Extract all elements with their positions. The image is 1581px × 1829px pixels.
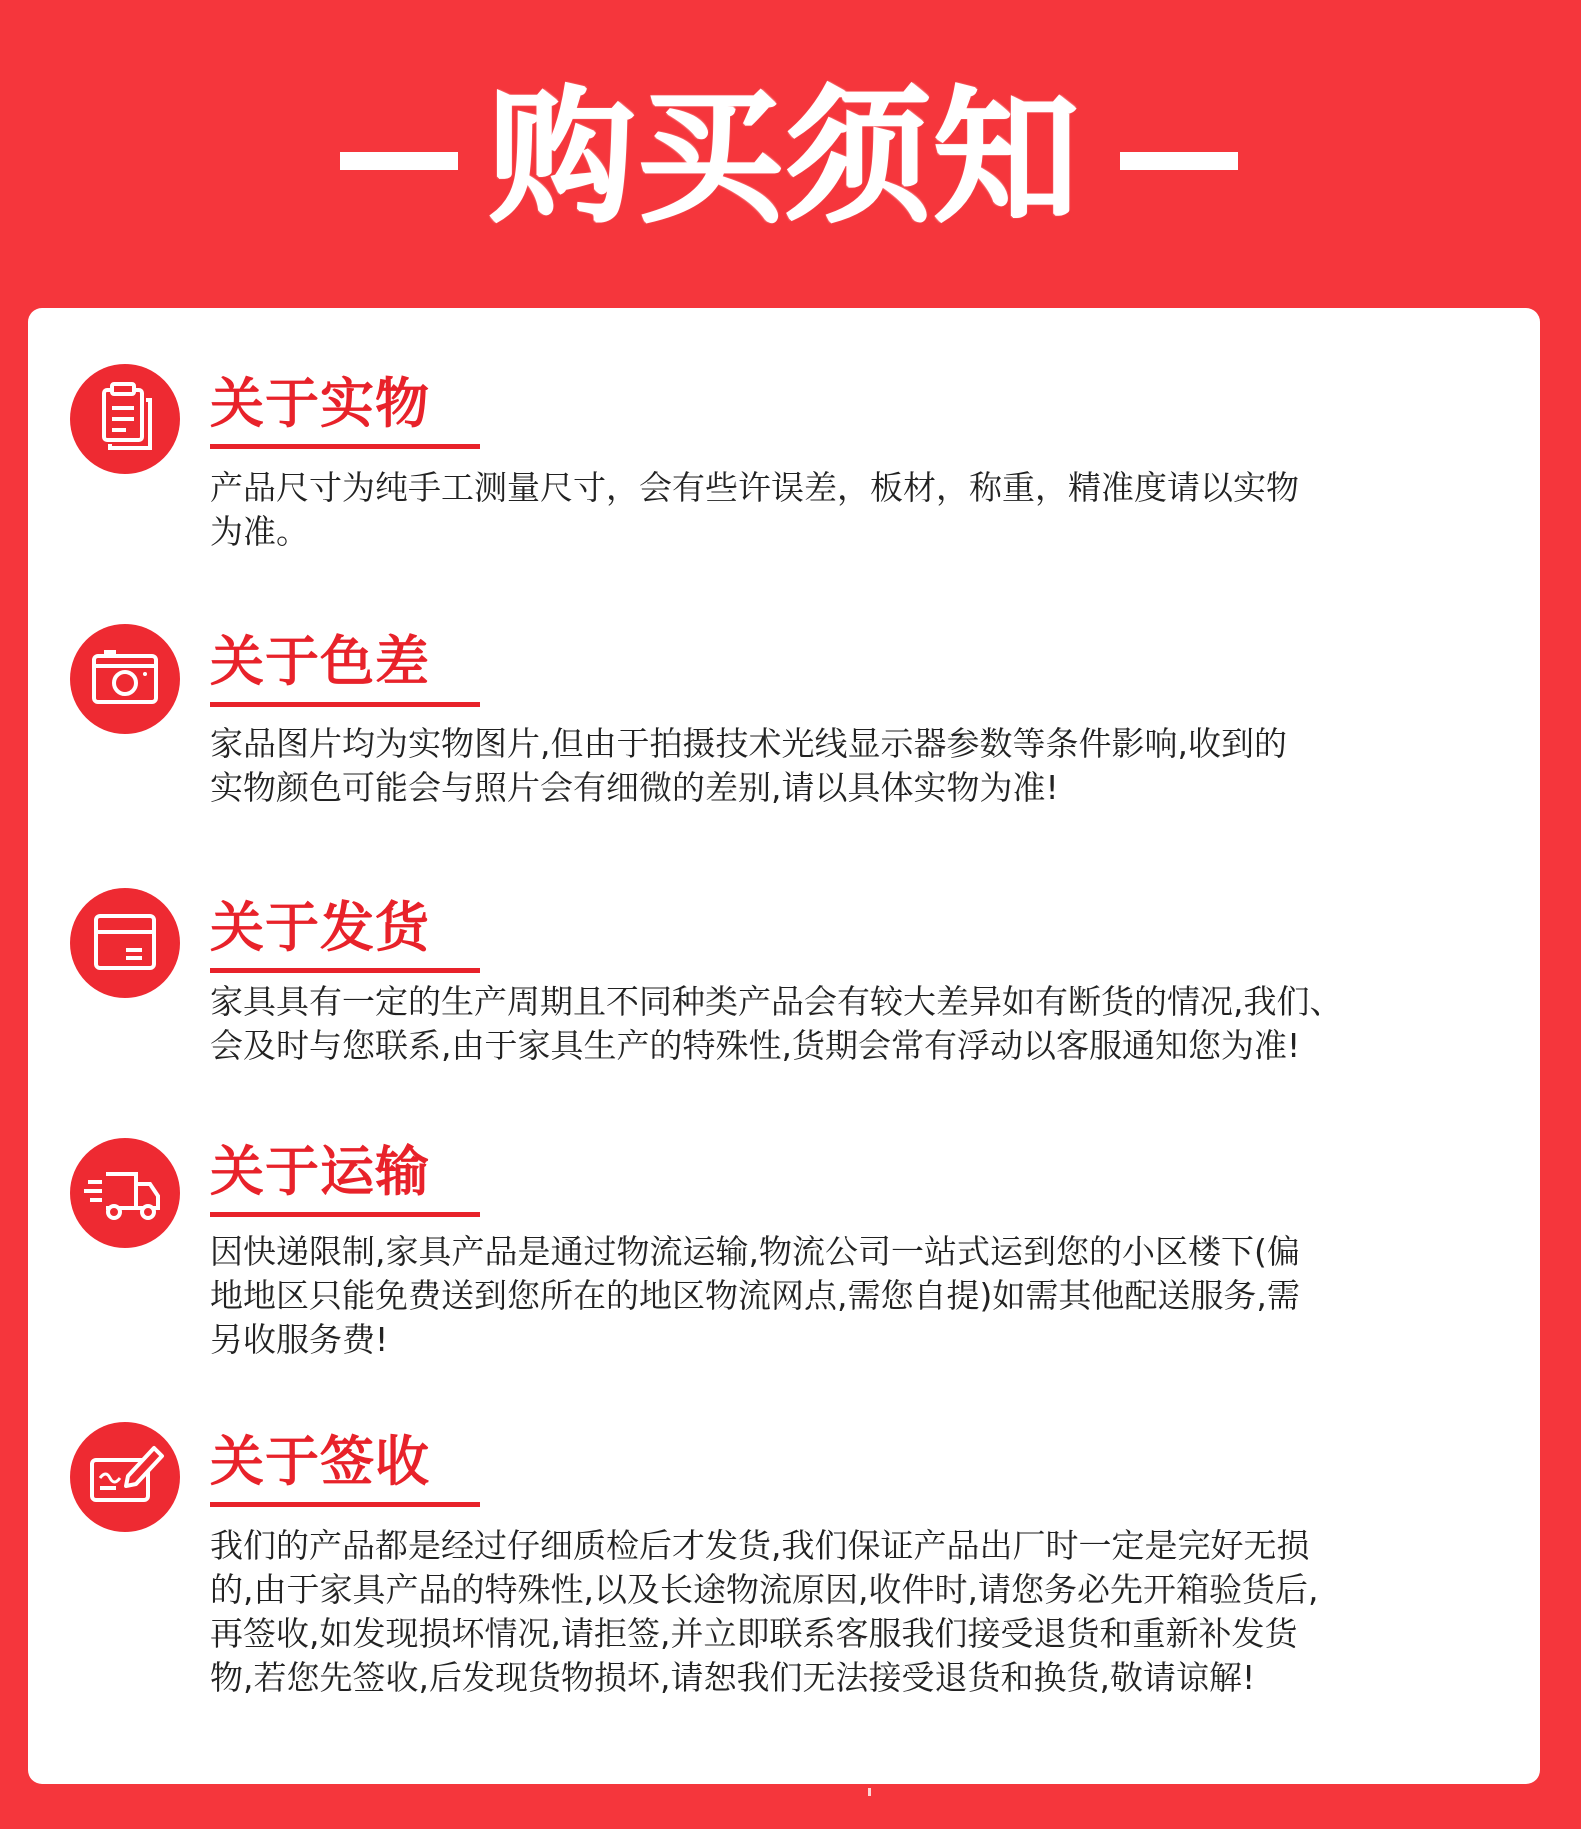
- section-body: [210, 1230, 1535, 1362]
- notice-card: [28, 308, 1540, 1784]
- section-body: [210, 1524, 1535, 1700]
- body-line: 另收服务费!: [210, 1320, 389, 1359]
- bottom-tick: [868, 1788, 871, 1796]
- section-body: [210, 466, 1535, 554]
- header-dash-right: [1120, 152, 1238, 170]
- body-line: 物,若您先签收,后发现货物损坏,请恕我们无法接受退货和换货,敬请谅解!: [210, 1658, 1256, 1697]
- section-underline: [210, 1212, 480, 1217]
- body-line: 家品图片均为实物图片,但由于拍摄技术光线显示器参数等条件影响,收到的: [210, 724, 1287, 763]
- body-line: 会及时与您联系,由于家具生产的特殊性,货期会常有浮动以客服通知您为准!: [210, 1026, 1301, 1065]
- body-line: 地地区只能免费送到您所在的地区物流网点,需您自提)如需其他配送服务,需: [210, 1276, 1300, 1315]
- body-line: 产品尺寸为纯手工测量尺寸，会有些许误差，板材，称重，精准度请以实物: [210, 468, 1299, 507]
- section-body: [210, 722, 1535, 810]
- section-underline: [210, 968, 480, 973]
- page-title: 购买须知: [489, 73, 1081, 243]
- body-line: 的,由于家具产品的特殊性,以及长途物流原因,收件时,请您务必先开箱验货后,: [210, 1570, 1319, 1609]
- section-title: 关于运输: [210, 1140, 430, 1203]
- body-line: 因快递限制,家具产品是通过物流运输,物流公司一站式运到您的小区楼下(偏: [210, 1232, 1300, 1271]
- signature-icon: [70, 1422, 180, 1532]
- package-icon: [70, 888, 180, 998]
- section-title: 关于实物: [210, 372, 430, 435]
- section-underline: [210, 702, 480, 707]
- clipboard-icon: [70, 364, 180, 474]
- section-underline: [210, 1502, 480, 1507]
- body-line: 我们的产品都是经过仔细质检后才发货,我们保证产品出厂时一定是完好无损: [210, 1526, 1310, 1565]
- body-line: 实物颜色可能会与照片会有细微的差别,请以具体实物为准!: [210, 768, 1059, 807]
- section-title: 关于签收: [210, 1430, 430, 1493]
- section-title: 关于发货: [210, 896, 430, 959]
- body-line: 再签收,如发现损坏情况,请拒签,并立即联系客服我们接受退货和重新补发货: [210, 1614, 1298, 1653]
- section-body: [210, 980, 1535, 1068]
- header: [0, 0, 1581, 305]
- header-dash-left: [340, 152, 458, 170]
- section-underline: [210, 444, 480, 449]
- body-line: 家具具有一定的生产周期且不同种类产品会有较大差异如有断货的情况,我们、: [210, 982, 1343, 1021]
- camera-icon: [70, 624, 180, 734]
- section-title: 关于色差: [210, 630, 430, 693]
- delivery-truck-icon: [70, 1138, 180, 1248]
- body-line: 为准。: [210, 512, 309, 551]
